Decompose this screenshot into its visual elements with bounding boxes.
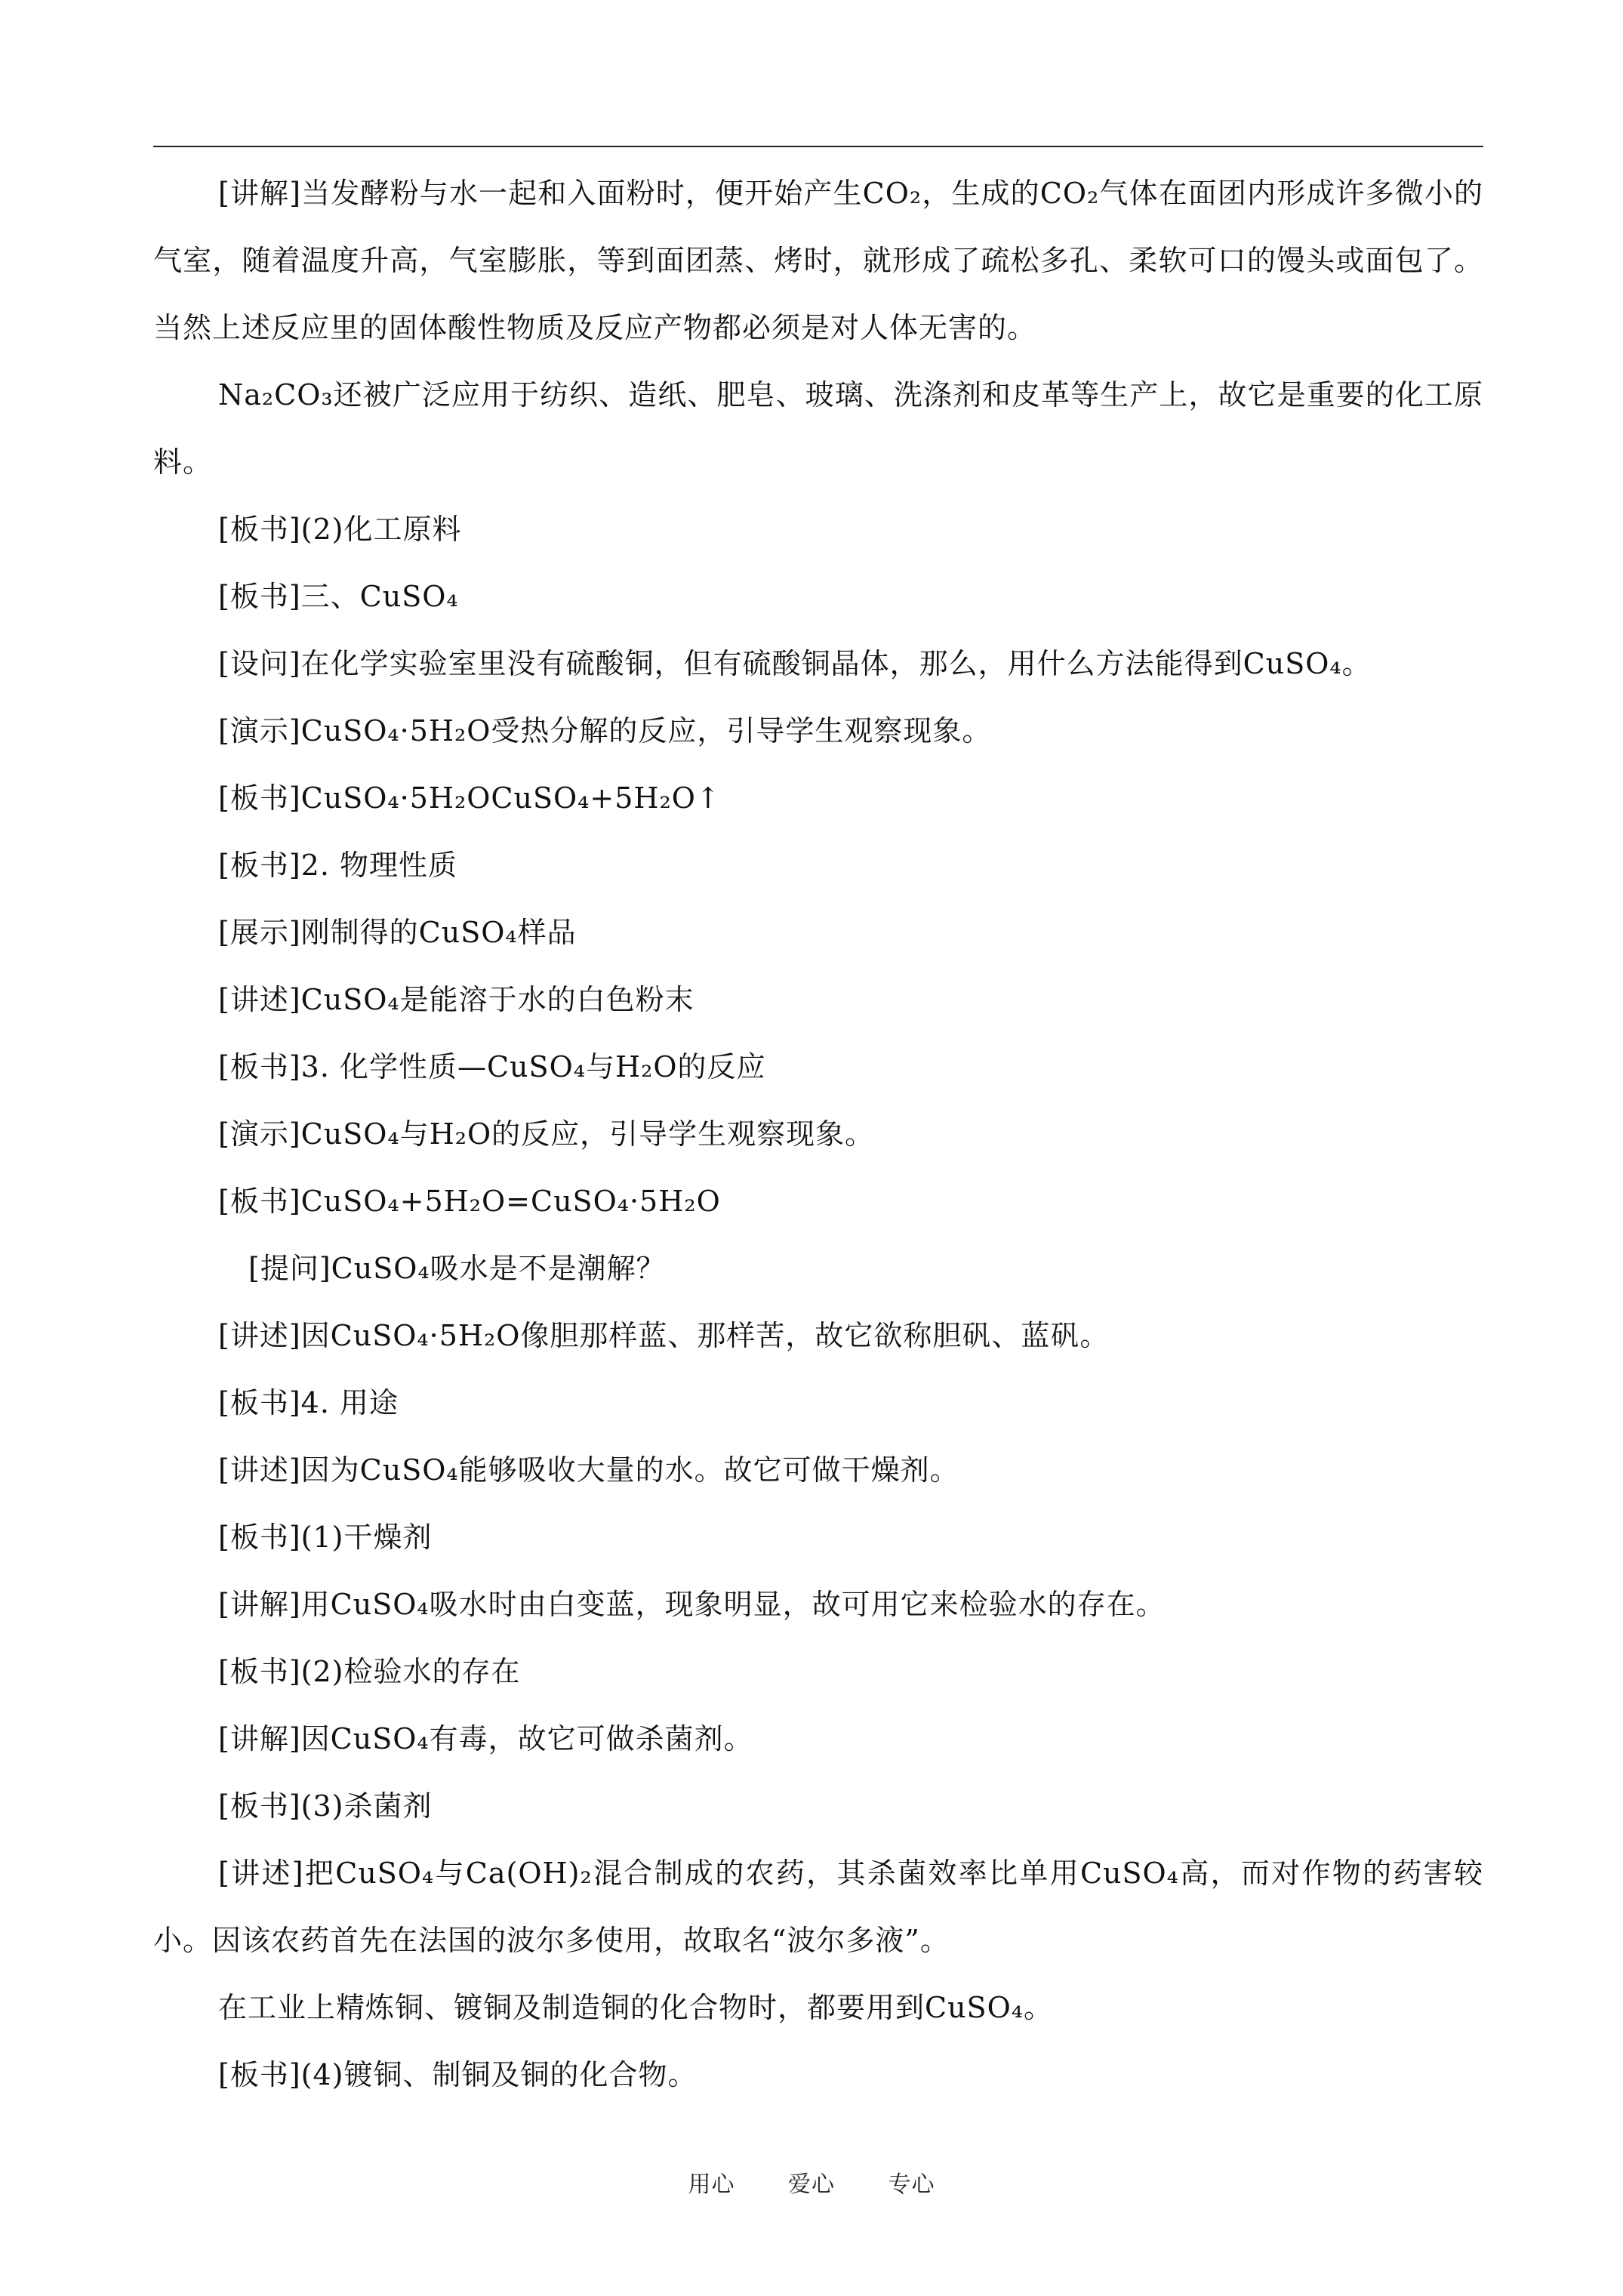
paragraph-board-chemical-properties: [板书]3. 化学性质—CuSO₄与H₂O的反应	[218, 1050, 766, 1083]
paragraph-board-water-test: [板书](2)检验水的存在	[218, 1655, 521, 1688]
paragraph-describe-blue-vitriol: [讲述]因CuSO₄·5H₂O像胆那样蓝、那样苦，故它欲称胆矾、蓝矾。	[218, 1319, 1110, 1352]
paragraph-question-obtain-cuso4: [设问]在化学实验室里没有硫酸铜，但有硫酸铜晶体，那么，用什么方法能得到CuSO₄。	[218, 647, 1372, 680]
footer-text-2: 爱心	[788, 2171, 835, 2198]
paragraph-show-sample: [展示]刚制得的CuSO₄样品	[218, 916, 577, 949]
paragraph-demo-decomposition: [演示]CuSO₄·5H₂O受热分解的反应，引导学生观察现象。	[218, 714, 992, 747]
paragraph-question-deliquescence: [提问]CuSO₄吸水是不是潮解？	[248, 1252, 666, 1285]
paragraph-explain-fermentation: [讲解]当发酵粉与水一起和入面粉时，便开始产生CO₂，生成的CO₂气体在面团内形成许多微小的气室，随着温度升高，气室膨胀，等到面团蒸、烤时，就形成了疏松多孔、柔软可口的馒头或面包了。当然上述反应里的固体酸性物质及反应产物都必须是对人体无害的。	[153, 177, 1483, 344]
paragraph-board-fungicide: [板书](3)杀菌剂	[218, 1789, 433, 1823]
document-body	[153, 160, 1483, 2109]
paragraph-explain-toxic: [讲解]因CuSO₄有毒，故它可做杀菌剂。	[218, 1722, 753, 1755]
paragraph-board-hydration-equation: [板书]CuSO₄+5H₂O=CuSO₄·5H₂O	[218, 1185, 721, 1218]
header-rule	[153, 146, 1483, 147]
paragraph-sodium-carbonate-uses: Na₂CO₃还被广泛应用于纺织、造纸、肥皂、玻璃、洗涤剂和皮革等生产上，故它是重要的化工原料。	[153, 378, 1483, 479]
paragraph-describe-desiccant: [讲述]因为CuSO₄能够吸收大量的水。故它可做干燥剂。	[218, 1453, 959, 1487]
paragraph-demo-reaction-water: [演示]CuSO₄与H₂O的反应，引导学生观察现象。	[218, 1117, 875, 1151]
paragraph-board-cuso4-heading: [板书]三、CuSO₄	[218, 580, 459, 613]
paragraph-board-desiccant: [板书](1)干燥剂	[218, 1521, 433, 1554]
paragraph-board-uses: [板书]4. 用途	[218, 1386, 399, 1419]
paragraph-industrial-use: 在工业上精炼铜、镀铜及制造铜的化合物时，都要用到CuSO₄。	[218, 1991, 1053, 2024]
footer-text-1: 用心	[688, 2171, 735, 2198]
paragraph-board-copper-plating: [板书](4)镀铜、制铜及铜的化合物。	[218, 2058, 698, 2091]
paragraph-describe-white-powder: [讲述]CuSO₄是能溶于水的白色粉末	[218, 983, 694, 1016]
paragraph-board-chemical-material: [板书](2)化工原料	[218, 513, 462, 546]
paragraph-explain-water-test: [讲解]用CuSO₄吸水时由白变蓝，现象明显，故可用它来检验水的存在。	[218, 1588, 1166, 1621]
paragraph-board-physical-properties: [板书]2. 物理性质	[218, 849, 457, 882]
paragraph-describe-bordeaux-mixture: [讲述]把CuSO₄与Ca(OH)₂混合制成的农药，其杀菌效率比单用CuSO₄高，而对作物的药害较小。因该农药首先在法国的波尔多使用，故取名“波尔多液”。	[153, 1857, 1483, 1957]
page-footer	[0, 2165, 1623, 2199]
paragraph-board-decomposition-equation: [板书]CuSO₄·5H₂OCuSO₄+5H₂O↑	[218, 781, 721, 815]
footer-text-3: 专心	[888, 2171, 935, 2198]
